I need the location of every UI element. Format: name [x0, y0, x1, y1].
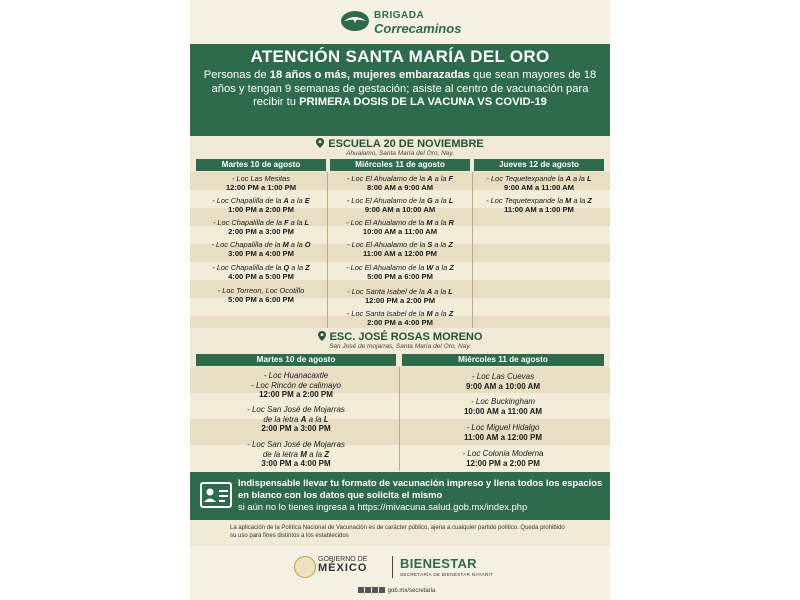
schedule-entry: - Loc Chapalilla de la F a la L 2:00 PM a 3:00 PM: [212, 218, 310, 237]
schedule-entry: - Loc Tequetexpande la M a la Z 11:00 AM a 1:00 PM: [486, 196, 592, 215]
location-pin-icon: [316, 138, 324, 148]
schedule-entry: - Loc San José de Mojarras de la letra A a la L 2:00 PM a 3:00 PM: [247, 405, 345, 434]
schedule-entry: - Loc Colonia Moderna 12:00 PM a 2:00 PM: [462, 449, 544, 468]
schedule-entry: - Loc Chapalilla de la M a la O 3:00 PM a 4:00 PM: [211, 240, 311, 259]
twitter-icon: [365, 587, 371, 593]
school1-name: ESCUELA 20 DE NOVIEMBRE: [328, 138, 484, 150]
school2-address: San José de mojarras, Santa María del Oro, Nay.: [329, 343, 471, 350]
school1-col2-header: Miércoles 11 de agosto: [330, 159, 470, 171]
schedule-entry: - Loc Santa Isabel de la A a la L 12:00 PM a 2:00 PM: [347, 287, 453, 306]
column-divider: [472, 172, 473, 328]
social-links: [358, 587, 435, 594]
notice-banner: [190, 472, 610, 520]
school1-title: [190, 138, 610, 157]
schedule-entry: - Loc Miguel Hidalgo 11:00 AM a 12:00 PM: [464, 423, 542, 442]
header-banner: [190, 44, 610, 136]
id-card-icon: [200, 482, 232, 508]
notice-text: Indispensable llevar tu formato de vacunación impreso y llena todos los espacios en blanco con los datos que solicita el mismo si aún no lo tienes ingresa a https://mivacuna.salud.gob.mx/index.php: [238, 477, 603, 513]
poster: [190, 0, 610, 600]
column-divider: [327, 172, 328, 328]
schedule-entry: - Loc Chapalilla de la A a la E 1:00 PM a 2:00 PM: [212, 196, 310, 215]
bienestar-logo: BIENESTAR: [400, 556, 477, 571]
legal-footnote: La aplicación de la Política Nacional de Vacunación es de carácter público, ajena a cualquier partido político. Queda prohibido su uso para fines distintos a los establecidos: [230, 525, 565, 539]
column-divider: [399, 367, 400, 471]
instagram-icon: [372, 587, 378, 593]
footer-divider: [392, 556, 393, 578]
schedule-entry: - Loc Torreon, Loc Ocotillo 5:00 PM a 6:00 PM: [217, 286, 305, 305]
brand-logo: [190, 0, 610, 44]
school2-col2-header: Miércoles 11 de agosto: [402, 354, 604, 366]
brand-line2: Correcaminos: [374, 21, 462, 36]
roadrunner-logo-icon: [340, 8, 370, 34]
gobierno-logo: GOBIERNO DE MÉXICO: [318, 556, 368, 574]
schedule-entry: - Loc Tequetexpande la A a la L 9:00 AM a 11:00 AM: [486, 174, 592, 193]
schedule-entry: - Loc Las Mesitas 12:00 PM a 1:00 PM: [225, 174, 297, 193]
school2-col1-header: Martes 10 de agosto: [196, 354, 396, 366]
youtube-icon: [379, 587, 385, 593]
page-title: ATENCIÓN SANTA MARÍA DEL ORO: [250, 47, 550, 66]
schedule-entry: - Loc El Ahualamo de la S a la Z 11:00 AM a 12:00 PM: [347, 240, 453, 259]
schedule-entry: - Loc Buckingham 10:00 AM a 11:00 AM: [463, 397, 543, 416]
mexico-seal-icon: [294, 556, 316, 578]
schedule-entry: - Loc San José de Mojarras de la letra M a la Z 3:00 PM a 4:00 PM: [247, 440, 345, 469]
schedule-entry: - Loc El Ahualamo de la G a la L 9:00 AM a 10:00 AM: [346, 196, 454, 215]
schedule-entry: - Loc El Ahualamo de la W a la Z 5:00 PM a 6:00 PM: [346, 263, 454, 282]
school2-name: ESC. JOSÉ ROSAS MORENO: [329, 331, 483, 343]
school2-title: [190, 331, 610, 350]
schedule-entry: - Loc El Ahualamo de la A a la F 8:00 AM a 9:00 AM: [346, 174, 454, 193]
facebook-icon: [358, 587, 364, 593]
header-subtitle: Personas de 18 años o más, mujeres embarazadas que sean mayores de 18 años y tengan 9 semanas de gestación; asiste al centro de vacunación para recibir tu PRIMERA DOSIS DE LA VACUNA VS COVID-19: [203, 69, 597, 109]
social-handle: gob.mx/secretaria: [387, 588, 436, 594]
school1-col1-header: Martes 10 de agosto: [196, 159, 326, 171]
school1-address: Ahualamo, Santa María del Oro, Nay.: [346, 150, 454, 157]
footer: [190, 546, 610, 600]
schedule-entry: - Loc Las Cuevas 9:00 AM a 10:00 AM: [465, 372, 541, 391]
schedule-entry: - Loc Santa Isabel de la M a la Z 2:00 PM a 4:00 PM: [346, 309, 454, 328]
schedule-entry: - Loc Chapalilla de la Q a la Z 4:00 PM a 5:00 PM: [212, 263, 310, 282]
bienestar-subtitle: SECRETARÍA DE BIENESTAR NAYARIT: [400, 572, 494, 577]
schedule-entry: - Loc El Ahualamo de la M a la R 10:00 AM a 11:00 AM: [346, 218, 454, 237]
schedule-entry: - Loc Huanacaxtle - Loc Rincón de calimayo 12:00 PM a 2:00 PM: [251, 371, 341, 400]
school1-col3-header: Jueves 12 de agosto: [474, 159, 604, 171]
brand-line1: BRIGADA: [374, 10, 425, 21]
location-pin-icon: [318, 331, 326, 341]
vaccine-url-text: si aún no lo tienes ingresa a https://mivacuna.salud.gob.mx/index.php: [238, 501, 528, 513]
